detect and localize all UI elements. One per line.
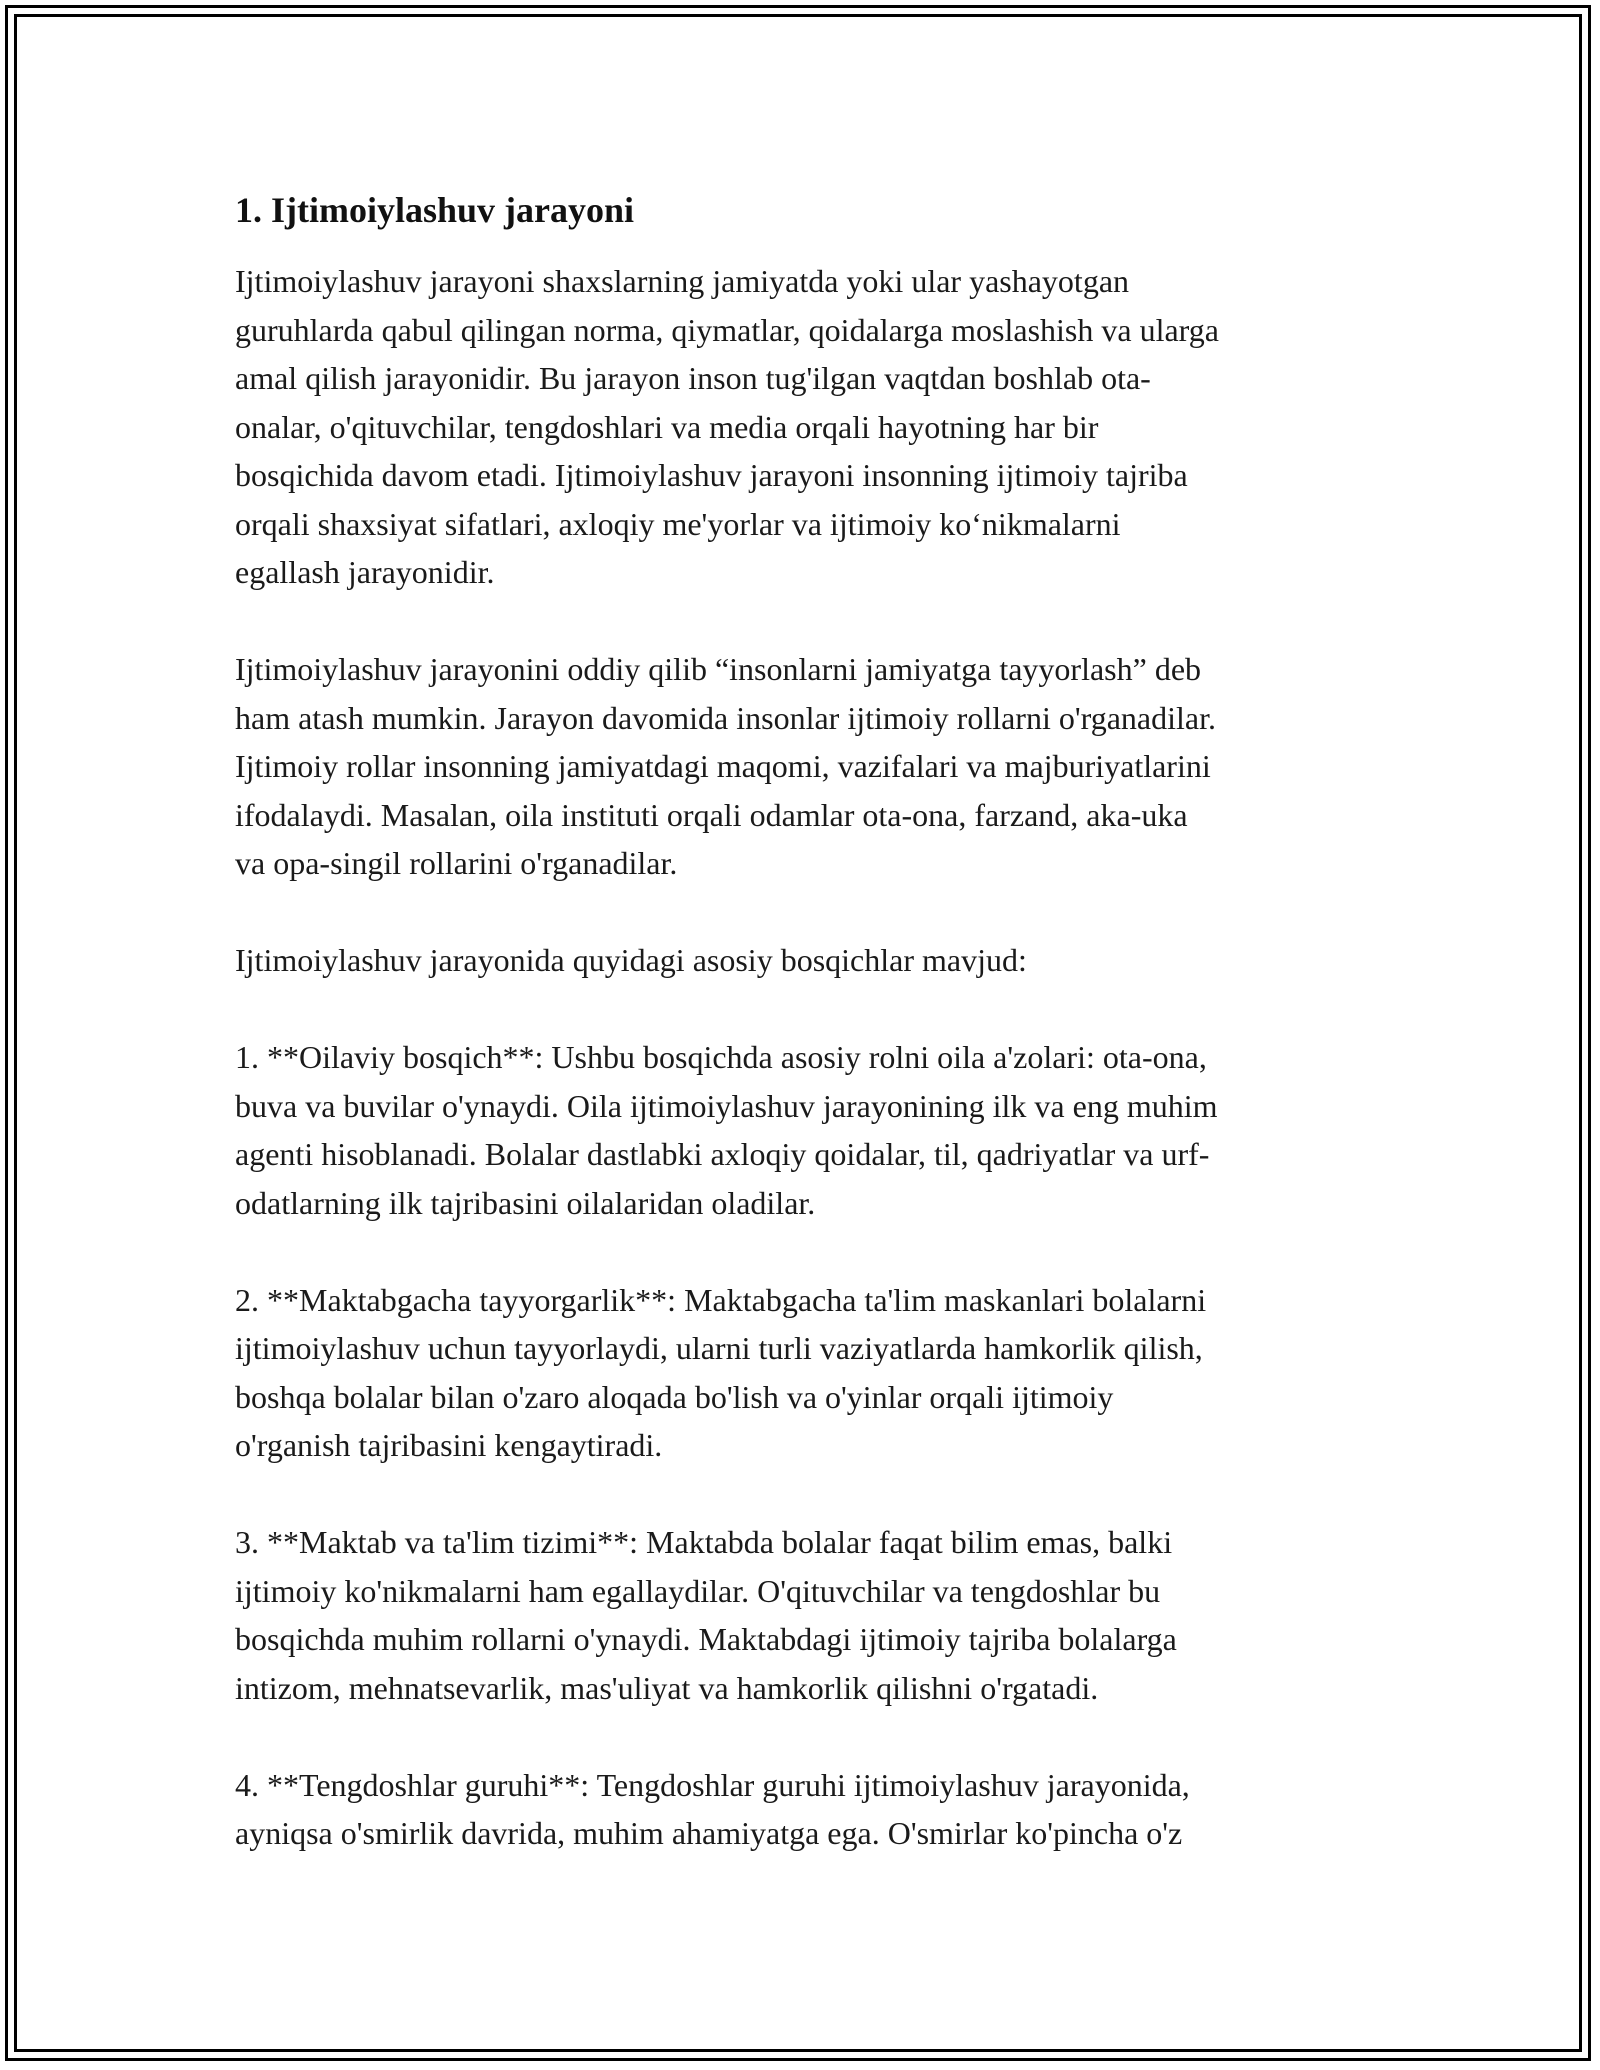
paragraph-intro: Ijtimoiylashuv jarayoni shaxslarning jamiyatda yoki ular yashayotgan guruhlarda qabul qilingan norma, qiymatlar, qoidalarga moslashish va ularga amal qilish jarayonidir. Bu jarayon inson tug'ilgan vaqtdan boshlab ota- onalar, o'qituvchilar, tengdoshlari va media orqali hayotning har bir bosqichida davom etadi. Ijtimoiylashuv jarayoni insonning ijtimoiy tajriba orqali shaxsiyat sifatlari, axloqiy me'yorlar va ijtimoiy ko‘nikmalarni egallash jarayonidir. <box>235 263 1219 590</box>
document-body <box>235 186 1385 1858</box>
paragraph-stages-intro: Ijtimoiylashuv jarayonida quyidagi asosiy bosqichlar mavjud: <box>235 942 1027 978</box>
section-heading: 1. Ijtimoiylashuv jarayoni <box>235 190 635 230</box>
list-item-peer-group-stage: 4. **Tengdoshlar guruhi**: Tengdoshlar guruhi ijtimoiylashuv jarayonida, ayniqsa o'smirlik davrida, muhim ahamiyatga ega. O'smirlar ko'pincha o'z <box>235 1766 1190 1851</box>
list-item-preschool-stage: 2. **Maktabgacha tayyorgarlik**: Maktabgacha ta'lim maskanlari bolalarni ijtimoiylashuv uchun tayyorlaydi, ularni turli vaziyatlarda hamkorlik qilish, boshqa bolalar bilan o'zaro aloqada bo'lish va o'yinlar orqali ijtimoiy o'rganish tajribasini kengaytiradi. <box>235 1281 1207 1463</box>
paragraph-roles: Ijtimoiylashuv jarayonini oddiy qilib “insonlarni jamiyatga tayyorlash” deb ham atash mumkin. Jarayon davomida insonlar ijtimoiy rollarni o'rganadilar. Ijtimoiy rollar insonning jamiyatdagi maqomi, vazifalari va majburiyatlarini ifodalaydi. Masalan, oila instituti orqali odamlar ota-ona, farzand, aka-uka va opa-singil rollarini o'rganadilar. <box>235 651 1216 881</box>
list-item-family-stage: 1. **Oilaviy bosqich**: Ushbu bosqichda asosiy rolni oila a'zolari: ota-ona, buva va buvilar o'ynaydi. Oila ijtimoiylashuv jarayonining ilk va eng muhim agenti hisoblanadi. Bolalar dastlabki axloqiy qoidalar, til, qadriyatlar va urf- odatlarning ilk tajribasini oilalaridan oladilar. <box>235 1039 1218 1221</box>
list-item-school-stage: 3. **Maktab va ta'lim tizimi**: Maktabda bolalar faqat bilim emas, balki ijtimoiy ko'nikmalarni ham egallaydilar. O'qituvchilar va tengdoshlar bu bosqichda muhim rollarni o'ynaydi. Maktabdagi ijtimoiy tajriba bolalarga intizom, mehnatsevarlik, mas'uliyat va hamkorlik qilishni o'rgatadi. <box>235 1524 1177 1706</box>
